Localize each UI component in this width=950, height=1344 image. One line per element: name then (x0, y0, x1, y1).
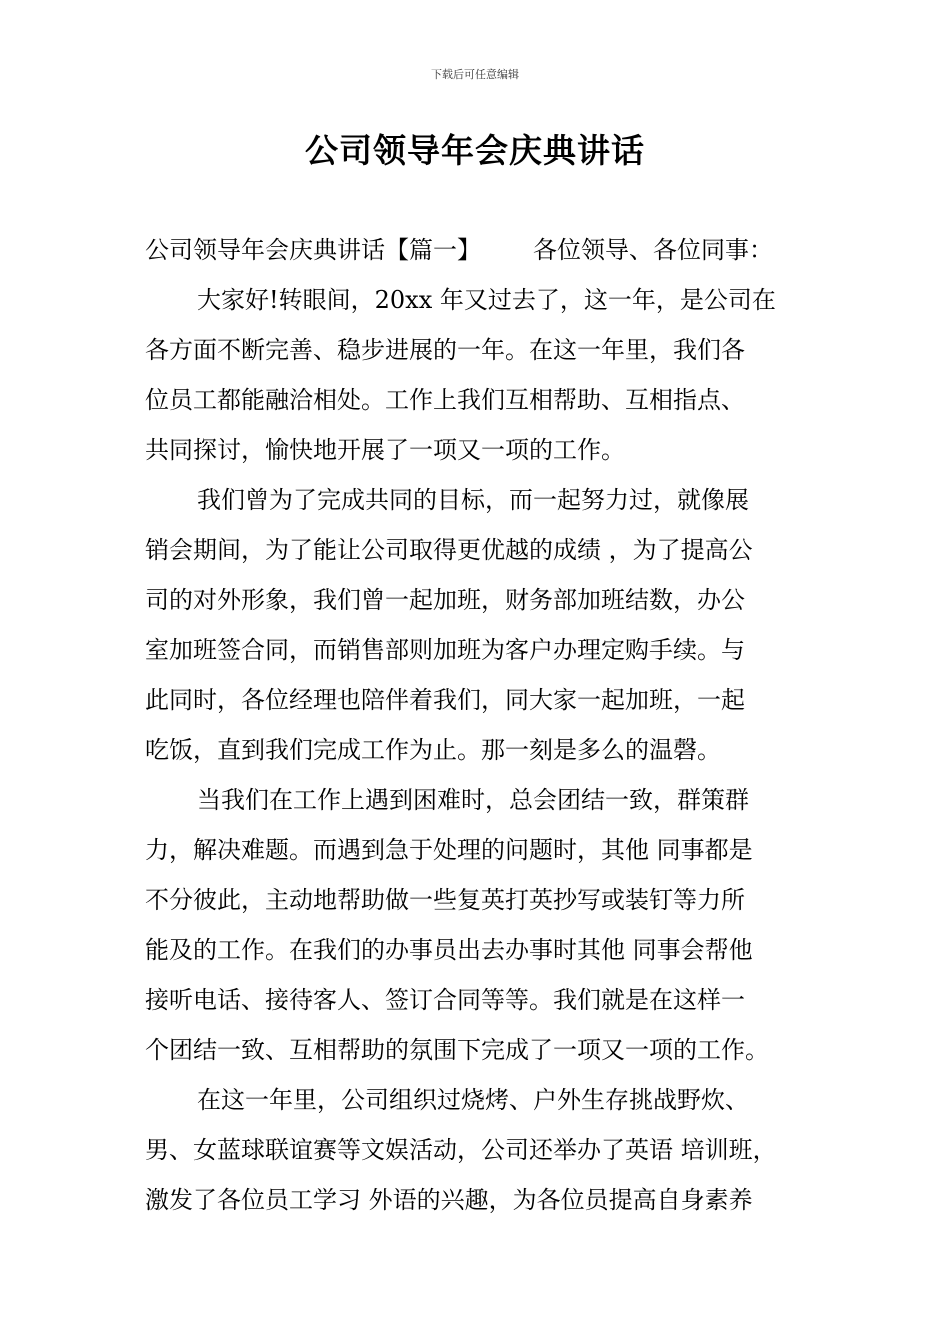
text-line: 在这一年里，公司组织过烧烤、户外生存挑战野炊、 (197, 1086, 749, 1114)
text-line: 位员工都能融洽相处。工作上我们互相帮助、互相指点、 (145, 386, 745, 414)
text-line: 各方面不断完善、稳步进展的一年。在这一年里，我们各 (145, 336, 745, 364)
salutation: 各位领导、各位同事： (533, 236, 773, 264)
header-note: 下载后可任意编辑 (431, 68, 519, 81)
text-line: 我们曾为了完成共同的目标，而一起努力过，就像展 (197, 486, 749, 514)
paragraph-lines (145, 275, 810, 1225)
text-line: 共同探讨，愉快地开展了一项又一项的工作。 (145, 436, 625, 464)
text-line: 大家好!转眼间，20xx 年又过去了，这一年，是公司在 (197, 286, 776, 314)
document-title: 公司领导年会庆典讲话 (305, 131, 645, 170)
section-heading: 公司领导年会庆典讲话【篇一】 (145, 236, 481, 264)
text-line: 能及的工作。在我们的办事员出去办事时其他 同事会帮他 (145, 936, 753, 964)
text-line: 此同时，各位经理也陪伴着我们，同大家一起加班，一起 (145, 686, 745, 714)
text-line: 司的对外形象，我们曾一起加班，财务部加班结数，办公 (145, 586, 745, 614)
text-line: 销会期间，为了能让公司取得更优越的成绩 ，为了提高公 (145, 536, 753, 564)
text-line: 激发了各位员工学习 外语的兴趣，为各位员提高自身素养 (145, 1186, 753, 1214)
text-line: 个团结一致、互相帮助的氛围下完成了一项又一项的工作。 (145, 1036, 769, 1064)
text-line: 吃饭，直到我们完成工作为止。那一刻是多么的温磬。 (145, 736, 721, 764)
text-line: 男、女蓝球联谊赛等文娱活动，公司还举办了英语 培训班， (145, 1136, 777, 1164)
text-line: 力，解决难题。而遇到急于处理的问题时，其他 同事都是 (145, 836, 753, 864)
text-line: 当我们在工作上遇到困难时，总会团结一致，群策群 (197, 786, 749, 814)
text-line: 室加班签合同，而销售部则加班为客户办理定购手续。与 (145, 636, 745, 664)
document-body (145, 225, 810, 1225)
heading-line (145, 225, 810, 275)
text-line: 接听电话、接待客人、签订合同等等。我们就是在这样一 (145, 986, 745, 1014)
text-line: 不分彼此，主动地帮助做一些复英打英抄写或装钉等力所 (145, 886, 745, 914)
